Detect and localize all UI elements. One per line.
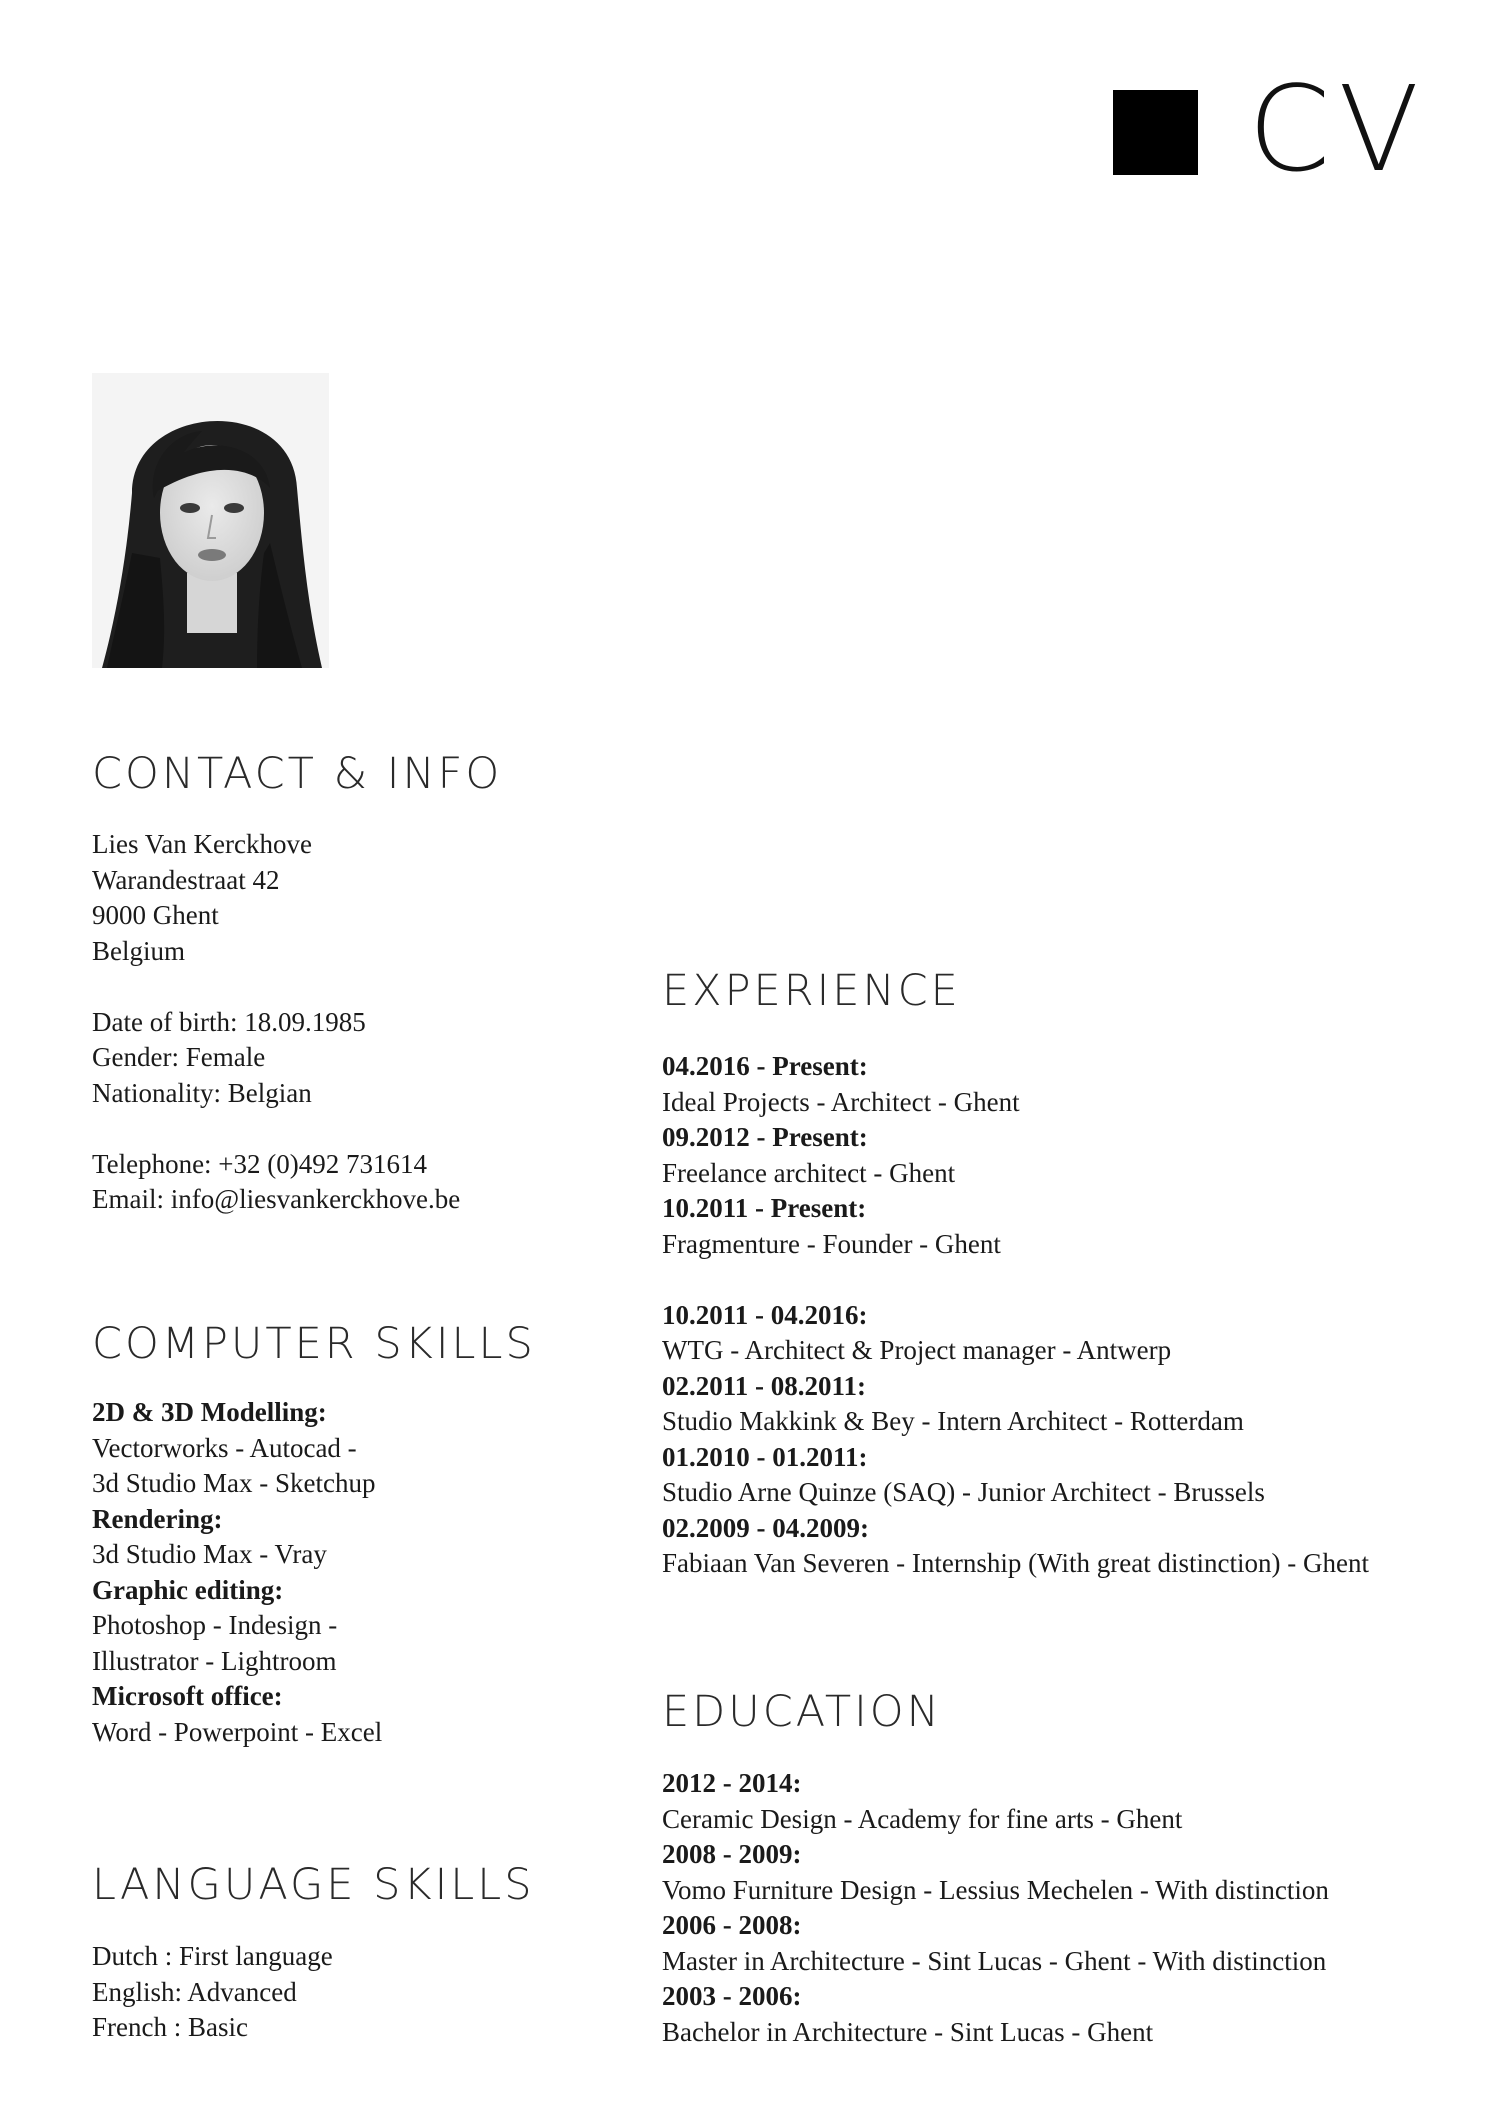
education-detail: Master in Architecture - Sint Lucas - Ghent - With distinction	[662, 1945, 1327, 1976]
education-detail: Vomo Furniture Design - Lessius Mechelen - With distinction	[662, 1874, 1329, 1905]
skill-line: 3d Studio Max - Vray	[92, 1539, 327, 1569]
contact-email: Email: info@liesvankerckhove.be	[92, 1184, 461, 1214]
education-period: 2003 - 2006:	[662, 1981, 802, 2011]
contact-heading: CONTACT & INFO	[92, 749, 503, 799]
education-period: 2006 - 2008:	[662, 1910, 802, 1940]
experience-block	[662, 1049, 1369, 1582]
education-period: 2012 - 2014:	[662, 1768, 802, 1798]
skill-group-title: 2D & 3D Modelling:	[92, 1397, 327, 1427]
contact-country: Belgium	[92, 935, 185, 966]
language-item: English: Advanced	[92, 1976, 297, 2007]
skill-group-title: Graphic editing:	[92, 1574, 284, 1605]
experience-heading: EXPERIENCE	[662, 966, 961, 1016]
skill-line: 3d Studio Max - Sketchup	[92, 1468, 376, 1498]
language-skills-heading: LANGUAGE SKILLS	[92, 1860, 535, 1910]
skill-group-title: Rendering:	[92, 1503, 223, 1534]
language-skills-block	[92, 1939, 333, 2046]
experience-detail: Fabiaan Van Severen - Internship (With great distinction) - Ghent	[662, 1548, 1369, 1578]
experience-period: 01.2010 - 01.2011:	[662, 1441, 868, 1472]
experience-period: 10.2011 - 04.2016:	[662, 1299, 868, 1330]
experience-detail: Studio Makkink & Bey - Intern Architect - Rotterdam	[662, 1406, 1244, 1436]
experience-period: 02.2011 - 08.2011:	[662, 1370, 867, 1401]
experience-period: 09.2012 - Present:	[662, 1122, 868, 1152]
skill-group-title: Microsoft office:	[92, 1681, 283, 1711]
skill-line: Photoshop - Indesign -	[92, 1610, 338, 1640]
contact-block	[92, 827, 460, 1218]
cv-title: CV	[1248, 60, 1428, 198]
computer-skills-heading: COMPUTER SKILLS	[92, 1319, 536, 1369]
education-detail: Ceramic Design - Academy for fine arts - Ghent	[662, 1803, 1183, 1834]
education-block	[662, 1766, 1329, 2050]
experience-detail: Fragmenture - Founder - Ghent	[662, 1228, 1001, 1259]
experience-detail: Ideal Projects - Architect - Ghent	[662, 1086, 1020, 1117]
contact-gender: Gender: Female	[92, 1042, 266, 1072]
experience-period: 04.2016 - Present:	[662, 1051, 868, 1081]
contact-dob: Date of birth: 18.09.1985	[92, 1006, 366, 1037]
contact-street: Warandestraat 42	[92, 864, 280, 895]
education-detail: Bachelor in Architecture - Sint Lucas - Ghent	[662, 2016, 1154, 2047]
education-heading: EDUCATION	[662, 1687, 942, 1737]
language-item: Dutch : First language	[92, 1941, 333, 1971]
skill-line: Illustrator - Lightroom	[92, 1645, 337, 1676]
language-item: French : Basic	[92, 2012, 248, 2042]
portrait-illustration	[92, 373, 329, 668]
skill-line: Vectorworks - Autocad -	[92, 1432, 357, 1463]
experience-period: 10.2011 - Present:	[662, 1193, 867, 1223]
education-period: 2008 - 2009:	[662, 1839, 802, 1869]
experience-detail: Studio Arne Quinze (SAQ) - Junior Architect - Brussels	[662, 1477, 1265, 1507]
profile-photo	[92, 373, 329, 668]
contact-telephone: Telephone: +32 (0)492 731614	[92, 1148, 428, 1179]
contact-nationality: Nationality: Belgian	[92, 1077, 312, 1108]
experience-detail: Freelance architect - Ghent	[662, 1157, 956, 1188]
experience-period: 02.2009 - 04.2009:	[662, 1512, 869, 1543]
skill-line: Word - Powerpoint - Excel	[92, 1716, 383, 1747]
contact-city: 9000 Ghent	[92, 900, 219, 930]
experience-detail: WTG - Architect & Project manager - Antwerp	[662, 1335, 1172, 1365]
contact-name: Lies Van Kerckhove	[92, 829, 312, 859]
cv-square-mark	[1113, 90, 1198, 175]
computer-skills-block	[92, 1395, 382, 1750]
